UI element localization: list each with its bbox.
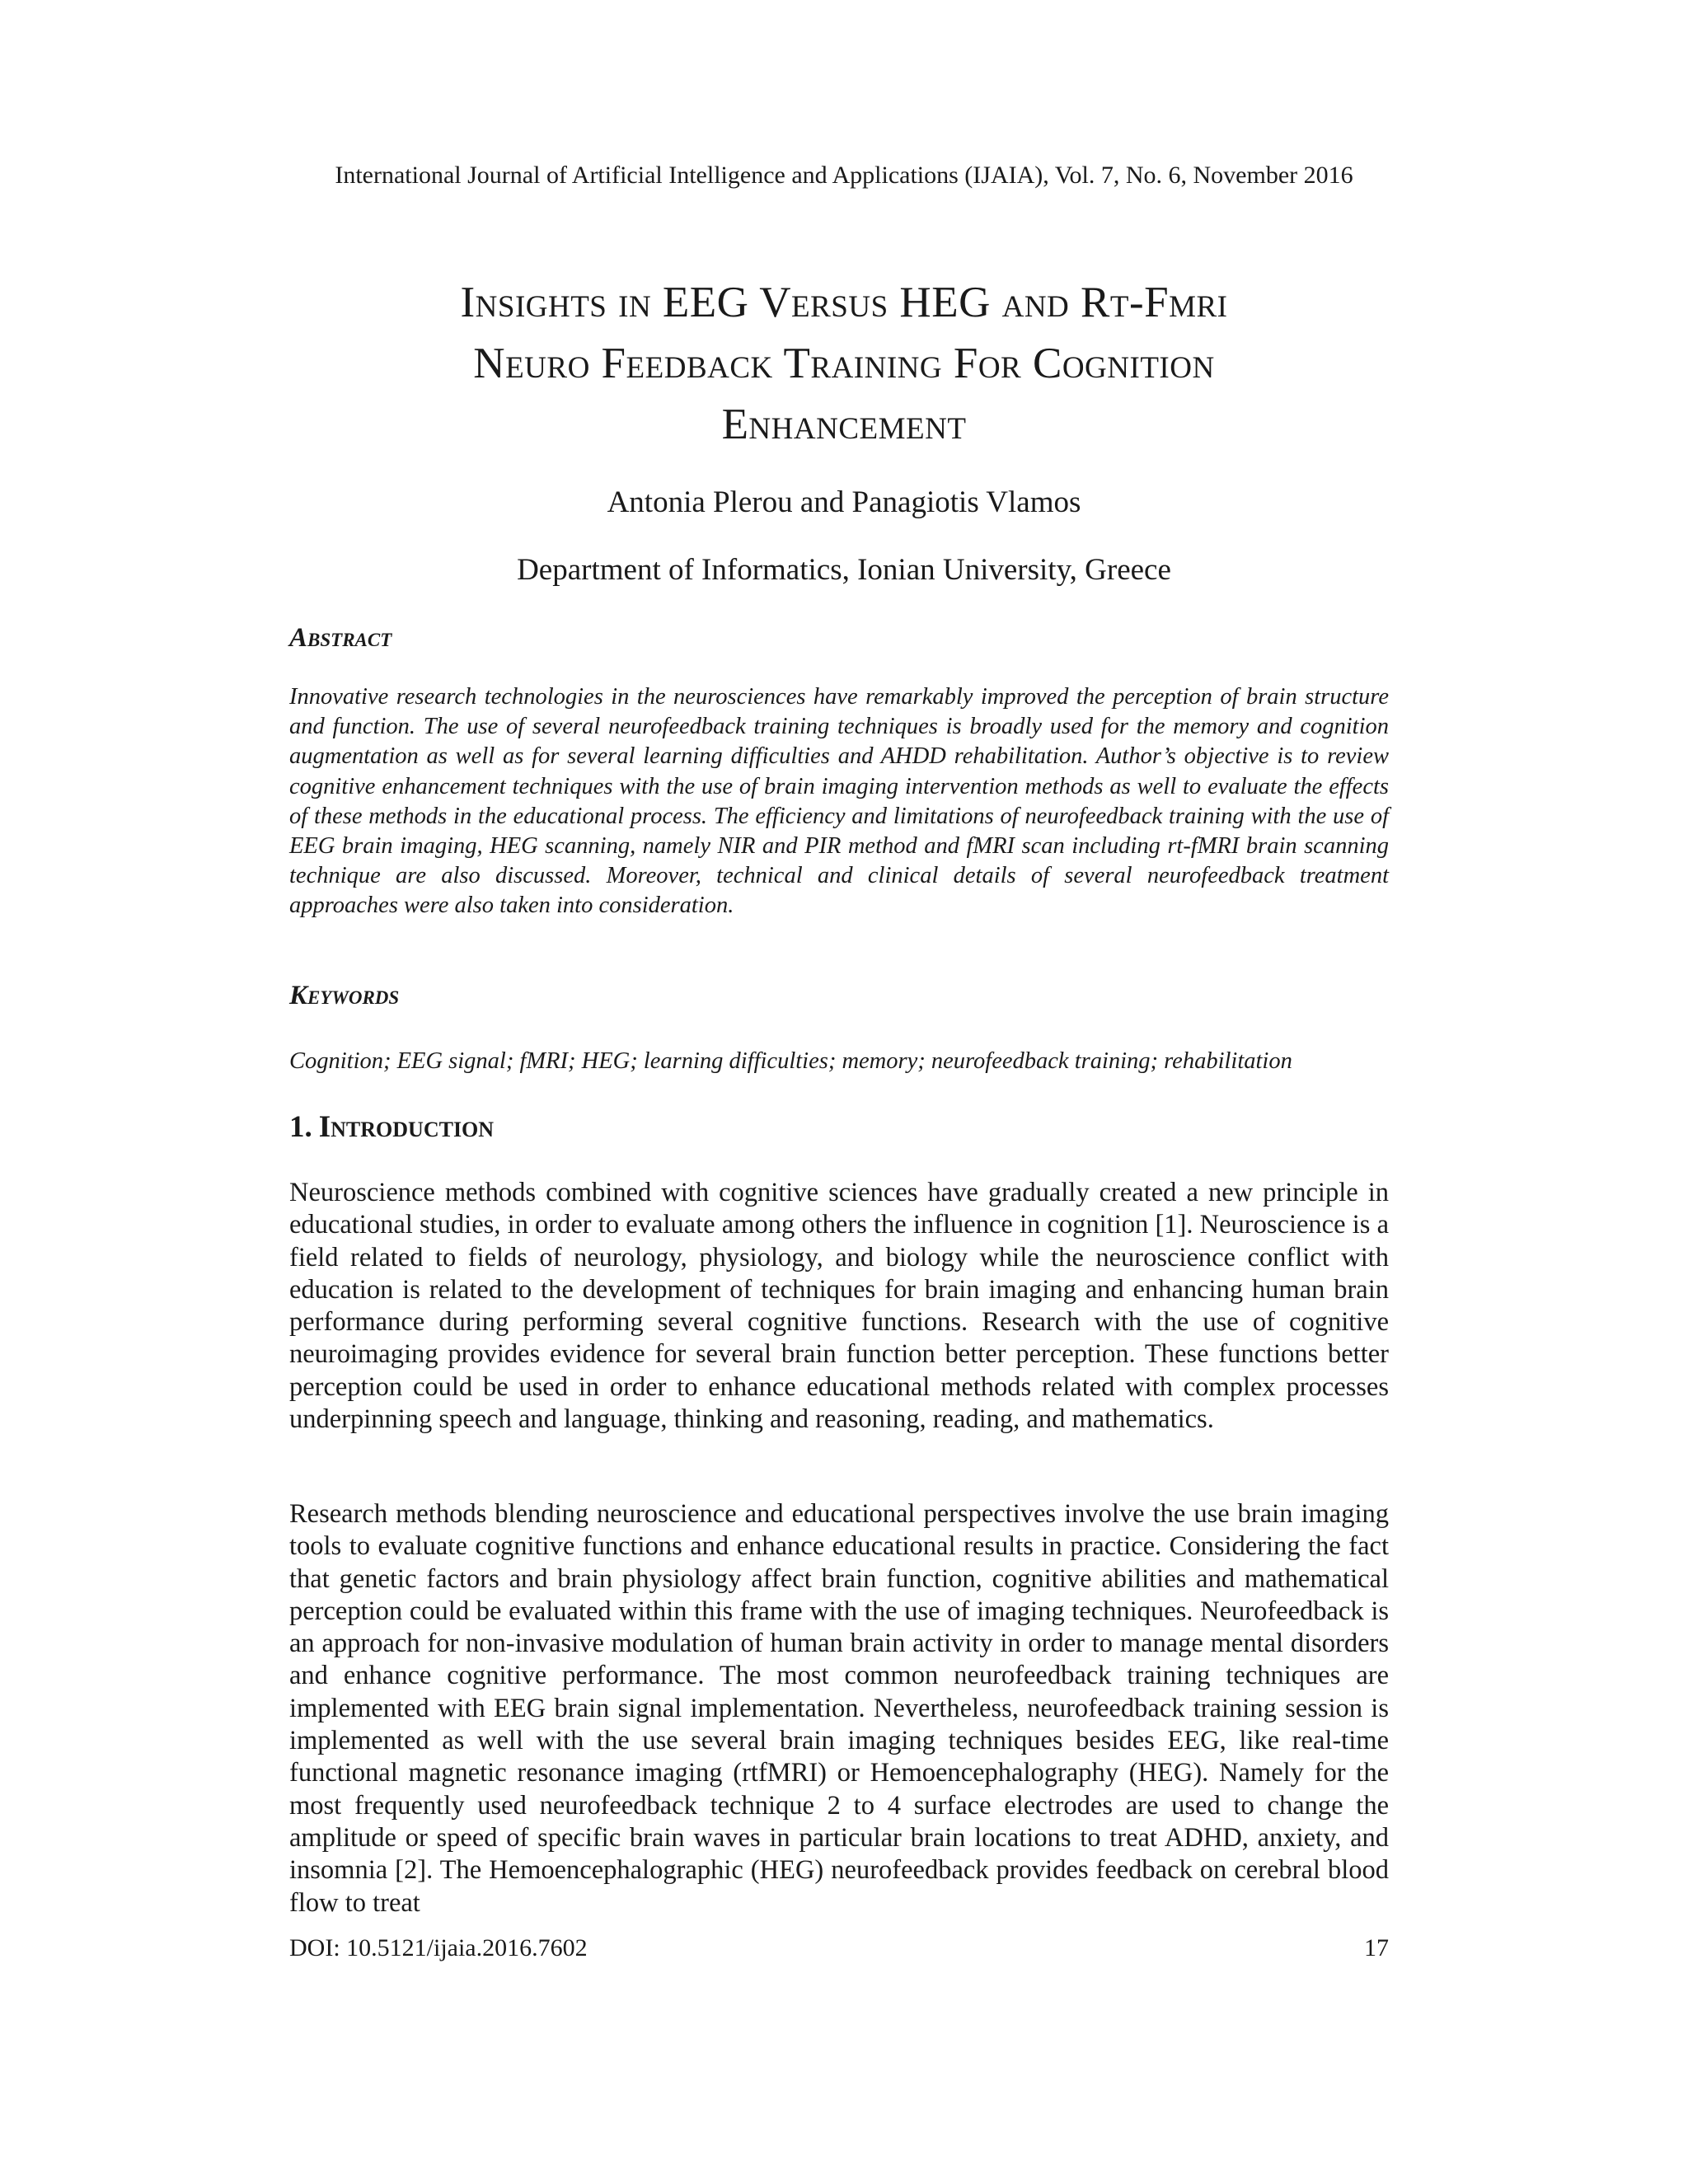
body-paragraph: Neuroscience methods combined with cognitive sciences have gradually created a new principle in educational studies, in order to evaluate among others the influence in cognition [1]. Neuroscience is a field related to fields of neurology, physiology, and biology while the neuroscience conflict with education is related to the development of techniques for brain imaging and enhancing human brain performance during performing several cognitive functions. Research with the use of cognitive neuroimaging provides evidence for several brain function better perception. These functions better perception could be used in order to enhance educational methods related with complex processes underpinning speech and language, thinking and reasoning, reading, and mathematics. — [289, 1178, 1389, 1435]
paper-title — [247, 272, 1441, 455]
title-line: Neuro Feedback Training For Cognition — [473, 340, 1215, 387]
body-paragraph: Research methods blending neuroscience and educational perspectives involve the use brain imaging tools to evaluate cognitive functions and enhance educational results in practice. Considering the fact that genetic factors and brain physiology affect brain function, cognitive abilities and mathematical perception could be evaluated within this frame with the use of imaging techniques. Neurofeedback is an approach for non-invasive modulation of human brain activity in order to manage mental disorders and enhance cognitive performance. The most common neurofeedback training techniques are implemented with EEG brain signal implementation. Nevertheless, neurofeedback training session is implemented as well with the use several brain imaging techniques besides EEG, like real-time functional magnetic resonance imaging (rtfMRI) or Hemoencephalography (HEG). Namely for the most frequently used neurofeedback technique 2 to 4 surface electrodes are used to change the amplitude or speed of specific brain waves in particular brain locations to treat ADHD, anxiety, and insomnia [2]. The Hemoencephalographic (HEG) neurofeedback provides feedback on cerebral blood flow to treat — [289, 1499, 1389, 1918]
page-number: 17 — [1364, 1934, 1389, 1961]
keywords-heading: Keywords — [289, 981, 400, 1010]
running-header: International Journal of Artificial Intelligence and Applications (IJAIA), Vol. 7, No. 6, November 2016 — [335, 162, 1353, 189]
title-line: Enhancement — [721, 401, 967, 448]
abstract-text: Innovative research technologies in the neurosciences have remarkably improved the perception of brain structure and function. The use of several neurofeedback training techniques is broadly used for the memory and cognition augmentation as well as for several learning difficulties and AHDD rehabilitation. Author’s objective is to review cognitive enhancement techniques with the use of brain imaging intervention methods as well to evaluate the effects of these methods in the educational process. The efficiency and limitations of neurofeedback training with the use of EEG brain imaging, HEG scanning, namely NIR and PIR method and fMRI scan including rt-fMRI brain scanning technique are also discussed. Moreover, technical and clinical details of several neurofeedback treatment approaches were also taken into consideration. — [289, 684, 1389, 919]
doi: DOI: 10.5121/ijaia.2016.7602 — [289, 1934, 588, 1961]
abstract-heading: Abstract — [289, 623, 392, 653]
keywords-text: Cognition; EEG signal; fMRI; HEG; learning difficulties; memory; neurofeedback training; rehabilitation — [289, 1048, 1292, 1074]
section-title: Introduction — [318, 1110, 495, 1144]
affiliation: Department of Informatics, Ionian University, Greece — [517, 553, 1171, 587]
introduction-heading — [289, 1108, 494, 1147]
title-line: Insights in EEG Versus HEG and Rt-Fmri — [460, 279, 1228, 326]
authors: Antonia Plerou and Panagiotis Vlamos — [607, 485, 1081, 519]
section-number: 1. — [289, 1110, 312, 1144]
